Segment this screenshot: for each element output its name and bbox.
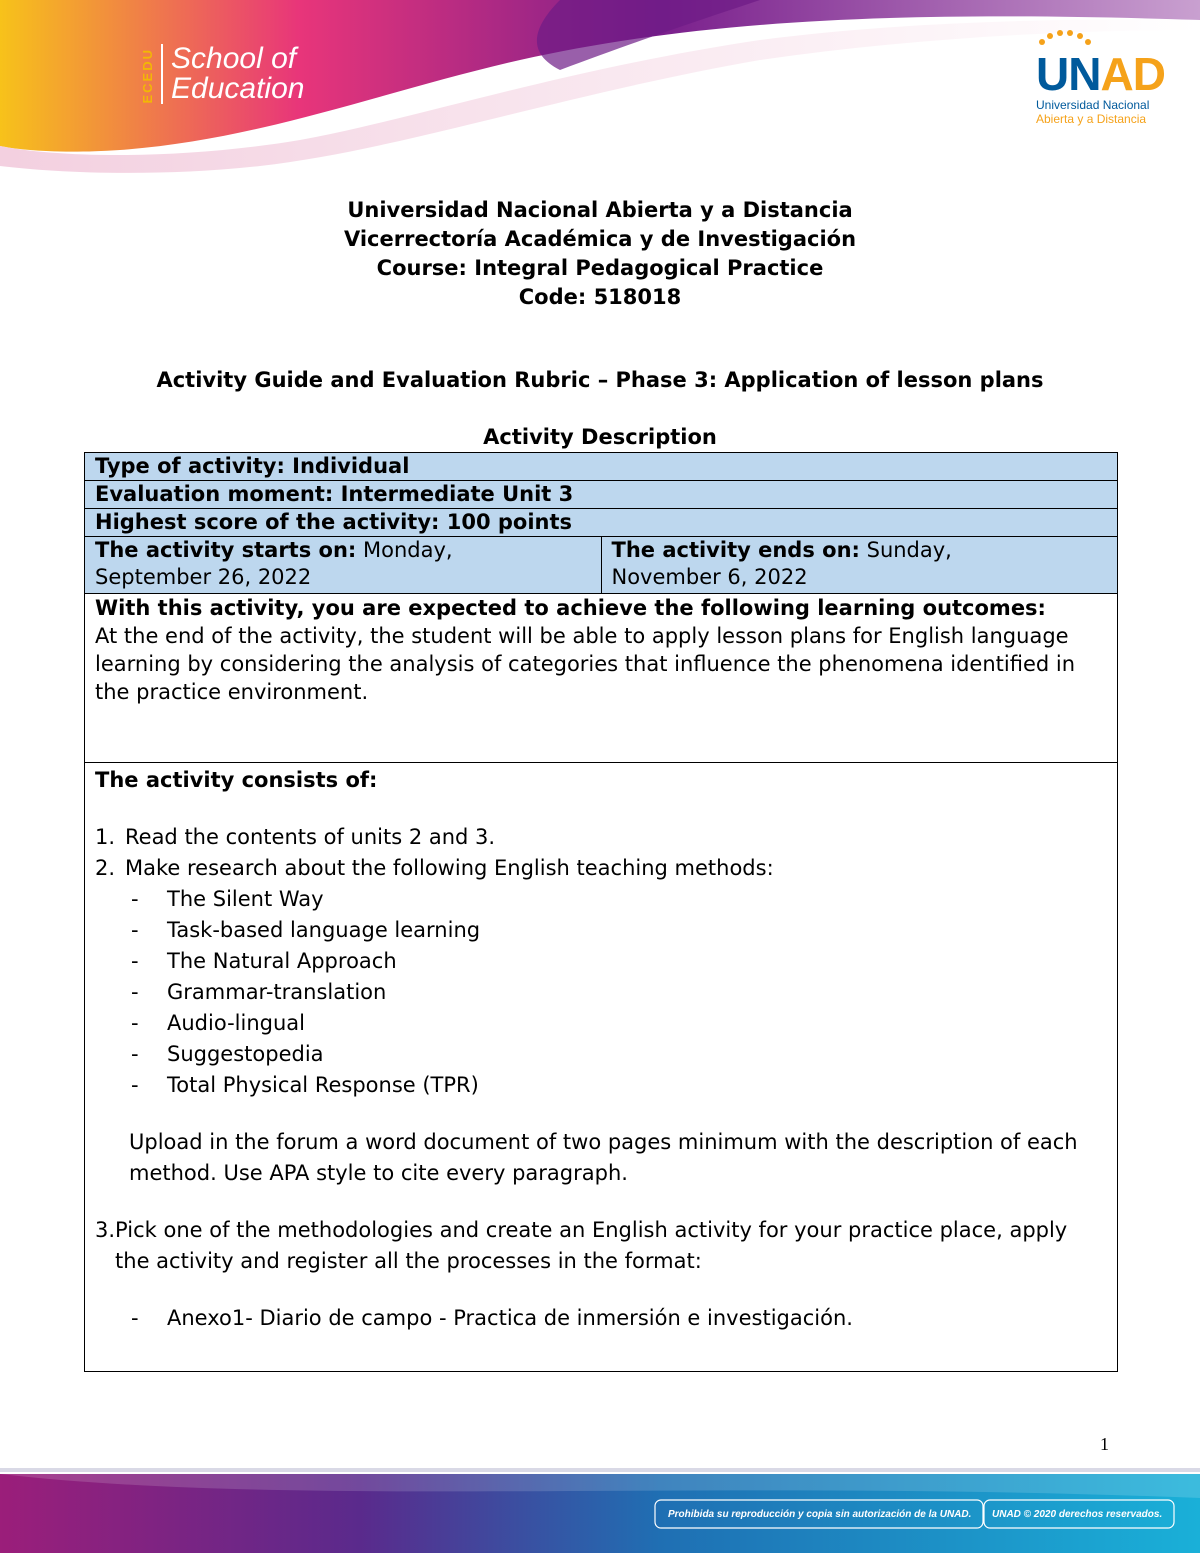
end-value: Sunday,: [866, 538, 952, 562]
learning-outcomes-cell: [85, 594, 1118, 763]
type-of-activity: Type of activity: Individual: [85, 453, 1118, 481]
start-label: The activity starts on:: [95, 538, 357, 562]
unad-name-line1: Universidad Nacional: [1036, 98, 1150, 112]
title-vicerrectoria: Vicerrectoría Académica y de Investigación: [343, 227, 857, 251]
step-2: [95, 853, 1107, 884]
start-date-cell: [85, 537, 602, 594]
outcomes-text: At the end of the activity, the student will be able to apply lesson plans for English language learning by considering the analysis of categories that influence the phenomena identified in the practice environment.: [95, 624, 1076, 704]
step-1-text: Read the contents of units 2 and 3.: [125, 825, 496, 849]
method-item: - Suggestopedia: [131, 1042, 324, 1066]
method-item: - Task-based language learning: [131, 918, 481, 942]
end-date-cell: [601, 537, 1118, 594]
step-2-text: Make research about the following English teaching methods:: [125, 856, 774, 880]
step-1-number: 1.: [95, 825, 116, 849]
document-title-block: [0, 196, 1200, 312]
unad-ad: AD: [1100, 48, 1165, 100]
end-value-date: November 6, 2022: [611, 565, 808, 589]
footer-rights-notice: UNAD © 2020 derechos reservados.: [992, 1509, 1163, 1520]
start-value: Monday,: [363, 538, 453, 562]
method-item: - The Natural Approach: [131, 949, 397, 973]
step-3-text: Pick one of the methodologies and create an English activity for your practice place, apply the activity and register all the processes in the format:: [115, 1218, 1068, 1273]
school-of-education-logo: [140, 44, 304, 104]
footer-copy-notice: Prohibida su reproducción y copia sin autorización de la UNAD.: [668, 1509, 972, 1520]
evaluation-moment: Evaluation moment: Intermediate Unit 3: [85, 481, 1118, 509]
title-university: Universidad Nacional Abierta y a Distancia: [347, 198, 853, 222]
method-item: - Audio-lingual: [131, 1011, 305, 1035]
unad-n: N: [1068, 48, 1101, 100]
title-code: Code: 518018: [518, 285, 682, 309]
school-line1: School of: [171, 42, 297, 75]
consists-heading: The activity consists of:: [95, 768, 378, 792]
highest-score: Highest score of the activity: 100 points: [85, 509, 1118, 537]
title-course: Course: Integral Pedagogical Practice: [376, 256, 824, 280]
method-item: - Grammar-translation: [131, 980, 387, 1004]
unad-u: U: [1036, 48, 1069, 100]
step-2-number: 2.: [95, 856, 116, 880]
method-item: - The Silent Way: [131, 887, 324, 911]
outcomes-heading: With this activity, you are expected to achieve the following learning outcomes:: [95, 596, 1046, 620]
page-number: 1: [1100, 1434, 1109, 1454]
step-1: [95, 822, 1107, 853]
start-value-date: September 26, 2022: [95, 565, 312, 589]
table-caption: Activity Description: [483, 425, 717, 449]
end-label: The activity ends on:: [611, 538, 860, 562]
document-subtitle: Activity Guide and Evaluation Rubric – Phase 3: Application of lesson plans: [156, 368, 1044, 392]
step-3-number: 3.: [95, 1218, 116, 1242]
method-item: - Total Physical Response (TPR): [131, 1073, 479, 1097]
activity-consists-cell: [85, 763, 1118, 1372]
school-line2: Education: [171, 72, 305, 105]
unad-dots-icon: [1036, 30, 1096, 46]
annex-item: - Anexo1- Diario de campo - Practica de inmersión e investigación.: [131, 1306, 853, 1330]
unad-name-line2: Abierta y a Distancia: [1036, 112, 1147, 126]
upload-instruction: Upload in the forum a word document of two pages minimum with the description of each method. Use APA style to cite every paragraph.: [129, 1130, 1078, 1185]
unad-logo: [1036, 30, 1166, 126]
step-3: [95, 1215, 1107, 1277]
activity-description-table: [84, 452, 1118, 1372]
ecedu-label: ECEDU: [140, 48, 155, 104]
